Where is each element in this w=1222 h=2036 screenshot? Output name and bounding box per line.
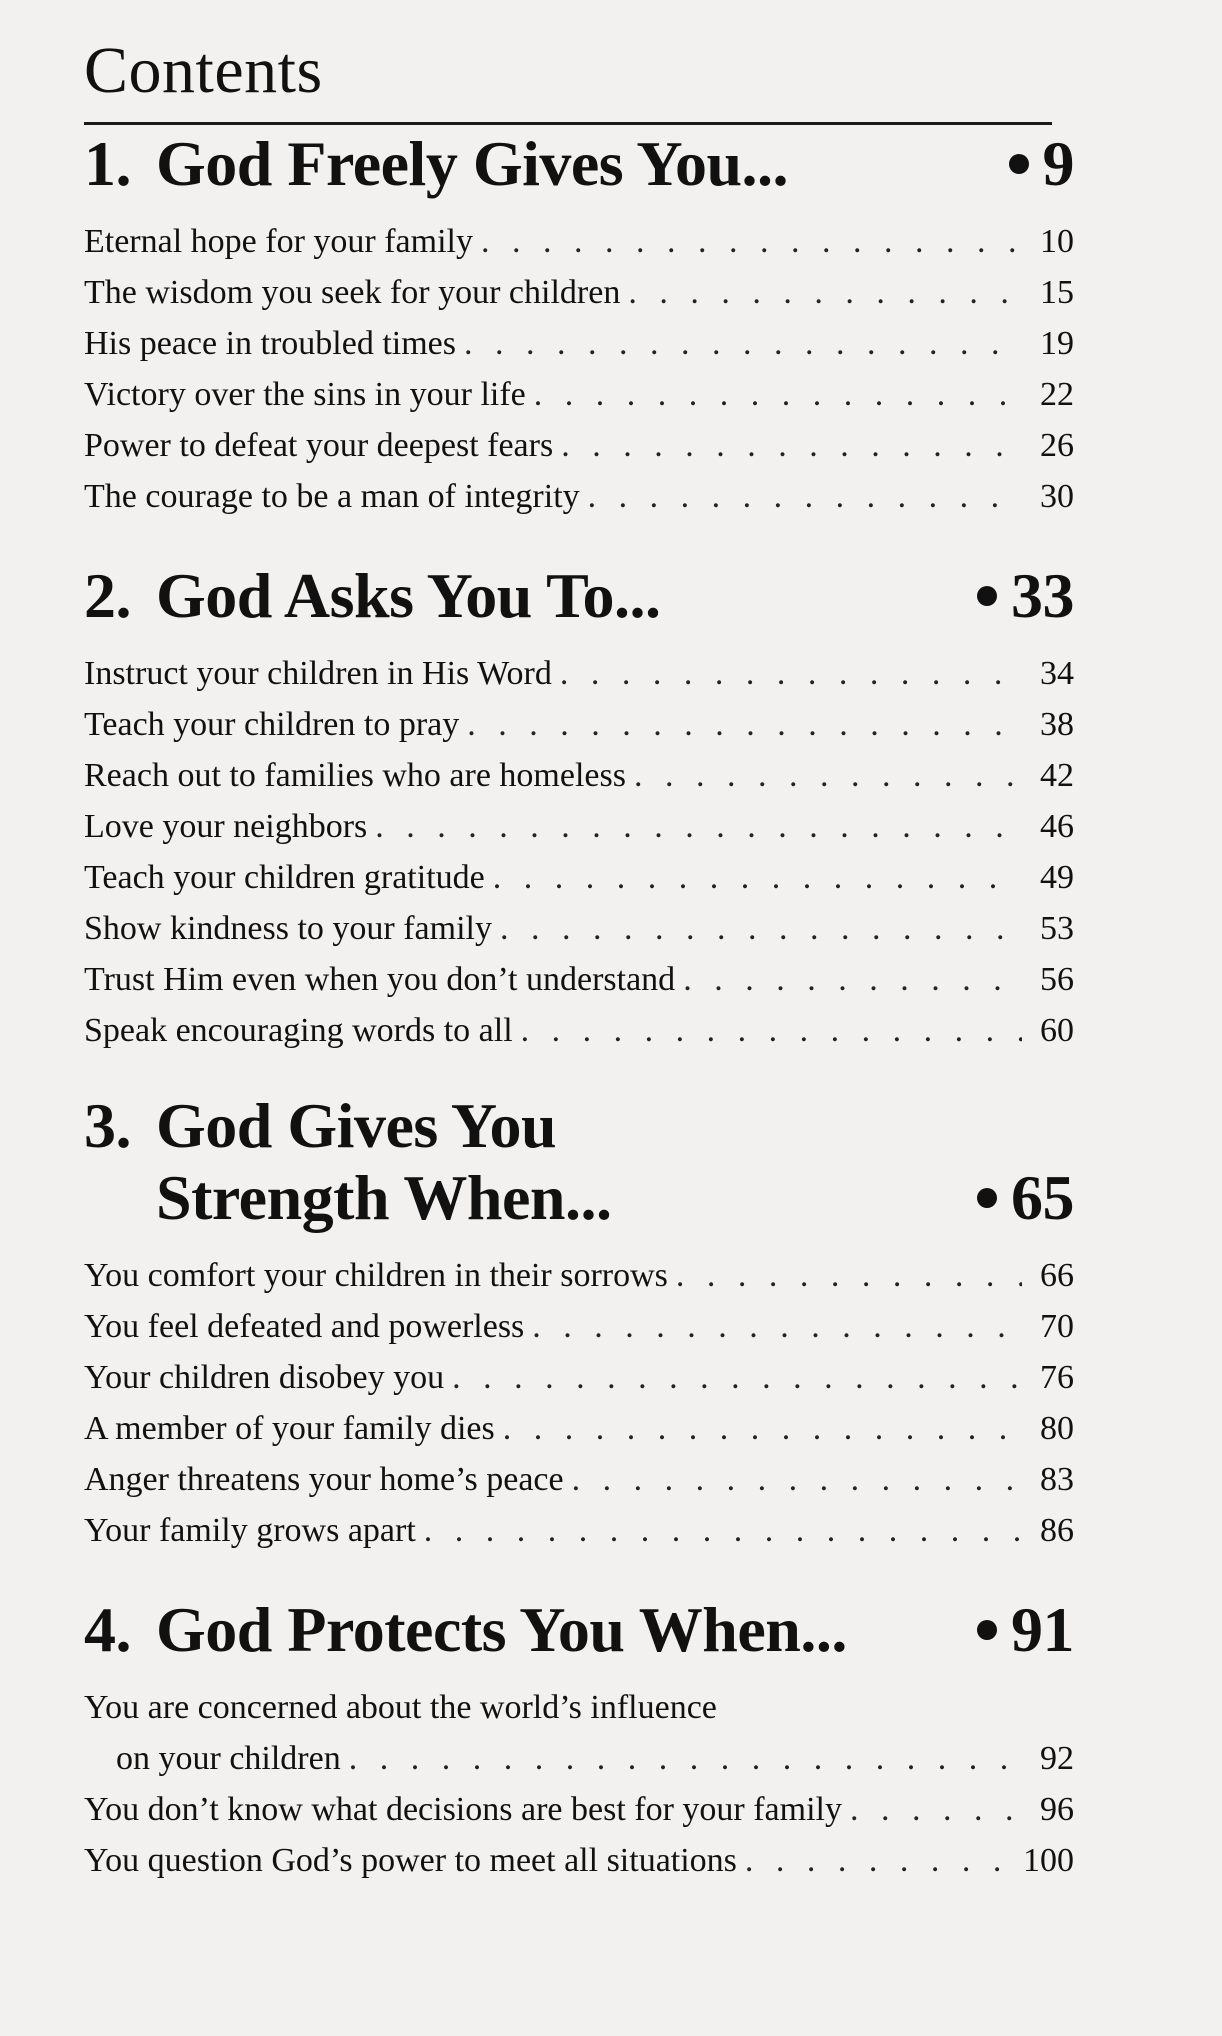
entry-page: 92 (1040, 1740, 1074, 1777)
leader-dots (683, 954, 1022, 1005)
entry-page: 80 (1040, 1410, 1074, 1447)
entry-list (84, 216, 1074, 522)
entry-list (84, 648, 1074, 1056)
toc-entry[interactable] (84, 1784, 1074, 1835)
section-title: God Freely Gives You... (156, 128, 789, 199)
entry-page: 60 (1040, 1012, 1074, 1049)
entry-label: His peace in troubled times (84, 325, 457, 362)
leader-dots (349, 1733, 1022, 1784)
entry-page: 56 (1040, 961, 1074, 998)
section-page-number: 9 (1042, 128, 1074, 199)
section-page (977, 560, 1074, 632)
section-1 (84, 128, 1074, 522)
bullet-icon (977, 1188, 997, 1208)
leader-dots (745, 1835, 1015, 1886)
entry-label: Reach out to families who are homeless (84, 757, 626, 794)
toc-entry[interactable] (84, 648, 1074, 699)
entry-page: 34 (1040, 655, 1074, 692)
leader-dots (634, 750, 1022, 801)
entry-page: 76 (1040, 1359, 1074, 1396)
section-page-number: 65 (1011, 1162, 1074, 1233)
toc-entry[interactable] (84, 1005, 1074, 1056)
entry-label: A member of your family dies (84, 1410, 495, 1447)
leader-dots (500, 903, 1022, 954)
section-title: God Asks You To... (156, 560, 661, 631)
leader-dots (464, 318, 1022, 369)
entry-page: 100 (1023, 1842, 1074, 1879)
toc-entry[interactable] (84, 318, 1074, 369)
toc-entry[interactable] (84, 903, 1074, 954)
entry-label: Teach your children to pray (84, 706, 460, 743)
entry-label: You don’t know what decisions are best for your family (84, 1791, 842, 1828)
section-page-number: 33 (1011, 560, 1074, 631)
entry-label: Your family grows apart (84, 1512, 416, 1549)
toc-entry[interactable] (84, 1352, 1074, 1403)
section-3 (84, 1090, 1074, 1556)
entry-label-line1: You are concerned about the world’s influence (84, 1689, 717, 1726)
entry-label: Eternal hope for your family (84, 223, 473, 260)
toc-entry[interactable] (84, 1505, 1074, 1556)
leader-dots (850, 1784, 1022, 1835)
entry-page: 22 (1040, 376, 1074, 413)
title-rule (84, 122, 1052, 125)
leader-dots (375, 801, 1022, 852)
leader-dots (588, 471, 1022, 522)
section-page (1009, 128, 1075, 200)
bullet-icon (977, 586, 997, 606)
toc-entry[interactable] (84, 1835, 1074, 1886)
toc-entry[interactable] (84, 1454, 1074, 1505)
leader-dots (534, 369, 1022, 420)
section-page (977, 1162, 1074, 1234)
section-heading[interactable] (84, 1090, 1074, 1234)
entry-label: Anger threatens your home’s peace (84, 1461, 564, 1498)
leader-dots (467, 699, 1022, 750)
leader-dots (503, 1403, 1022, 1454)
toc-entry[interactable] (84, 1301, 1074, 1352)
entry-label: Speak encouraging words to all (84, 1012, 513, 1049)
entry-page: 53 (1040, 910, 1074, 947)
toc-entry[interactable] (84, 852, 1074, 903)
toc-entry[interactable] (84, 954, 1074, 1005)
entry-page: 46 (1040, 808, 1074, 845)
contents-page (84, 0, 1074, 2036)
entry-list (84, 1250, 1074, 1556)
entry-page: 49 (1040, 859, 1074, 896)
toc-entry[interactable] (84, 420, 1074, 471)
entry-label: You question God’s power to meet all situations (84, 1842, 737, 1879)
leader-dots (493, 852, 1022, 903)
entry-page: 96 (1040, 1791, 1074, 1828)
entry-label: Power to defeat your deepest fears (84, 427, 554, 464)
entry-page: 19 (1040, 325, 1074, 362)
entry-page: 30 (1040, 478, 1074, 515)
section-4 (84, 1594, 1074, 1886)
leader-dots (676, 1250, 1022, 1301)
section-page-number: 91 (1011, 1594, 1074, 1665)
bullet-icon (977, 1620, 997, 1640)
entry-label-line2: on your children (116, 1740, 341, 1777)
entry-label: Love your neighbors (84, 808, 368, 845)
entry-page: 66 (1040, 1257, 1074, 1294)
section-heading[interactable] (84, 1594, 1074, 1666)
leader-dots (532, 1301, 1022, 1352)
leader-dots (628, 267, 1022, 318)
leader-dots (424, 1505, 1022, 1556)
section-number: 1. (84, 128, 131, 199)
entry-label: You feel defeated and powerless (84, 1308, 525, 1345)
entry-label: Your children disobey you (84, 1359, 445, 1396)
section-heading[interactable] (84, 128, 1074, 200)
leader-dots (560, 648, 1022, 699)
toc-entry[interactable] (84, 801, 1074, 852)
section-2 (84, 560, 1074, 1056)
entry-page: 38 (1040, 706, 1074, 743)
entry-label: Victory over the sins in your life (84, 376, 526, 413)
entry-label: Instruct your children in His Word (84, 655, 552, 692)
entry-label: You comfort your children in their sorrows (84, 1257, 668, 1294)
section-title: God Protects You When... (156, 1594, 847, 1665)
entry-label: The courage to be a man of integrity (84, 478, 580, 515)
toc-entry-first-line[interactable] (84, 1682, 1074, 1733)
section-title-line1: God Gives You (156, 1090, 557, 1161)
toc-entry[interactable] (84, 267, 1074, 318)
section-number: 3. (84, 1090, 131, 1161)
entry-page: 86 (1040, 1512, 1074, 1549)
leader-dots (561, 420, 1022, 471)
section-page (977, 1594, 1074, 1666)
section-number: 4. (84, 1594, 131, 1665)
toc-entry[interactable] (84, 750, 1074, 801)
entry-page: 70 (1040, 1308, 1074, 1345)
leader-dots (521, 1005, 1022, 1056)
entry-list (84, 1682, 1074, 1886)
section-title-line2: Strength When... (156, 1162, 612, 1233)
section-number: 2. (84, 560, 131, 631)
toc-entry[interactable] (84, 1250, 1074, 1301)
toc-entry[interactable] (84, 471, 1074, 522)
entry-label: Trust Him even when you don’t understand (84, 961, 676, 998)
section-heading[interactable] (84, 560, 1074, 632)
entry-page: 15 (1040, 274, 1074, 311)
entry-label: Show kindness to your family (84, 910, 492, 947)
entry-page: 42 (1040, 757, 1074, 794)
page-title: Contents (84, 34, 323, 107)
entry-page: 26 (1040, 427, 1074, 464)
entry-page: 10 (1040, 223, 1074, 260)
bullet-icon (1009, 154, 1029, 174)
entry-page: 83 (1040, 1461, 1074, 1498)
toc-entry[interactable] (84, 216, 1074, 267)
leader-dots (452, 1352, 1022, 1403)
toc-entry[interactable] (84, 369, 1074, 420)
toc-entry[interactable] (84, 1733, 1074, 1784)
toc-entry[interactable] (84, 1403, 1074, 1454)
leader-dots (572, 1454, 1022, 1505)
entry-label: The wisdom you seek for your children (84, 274, 621, 311)
toc-entry[interactable] (84, 699, 1074, 750)
leader-dots (481, 216, 1022, 267)
entry-label: Teach your children gratitude (84, 859, 485, 896)
